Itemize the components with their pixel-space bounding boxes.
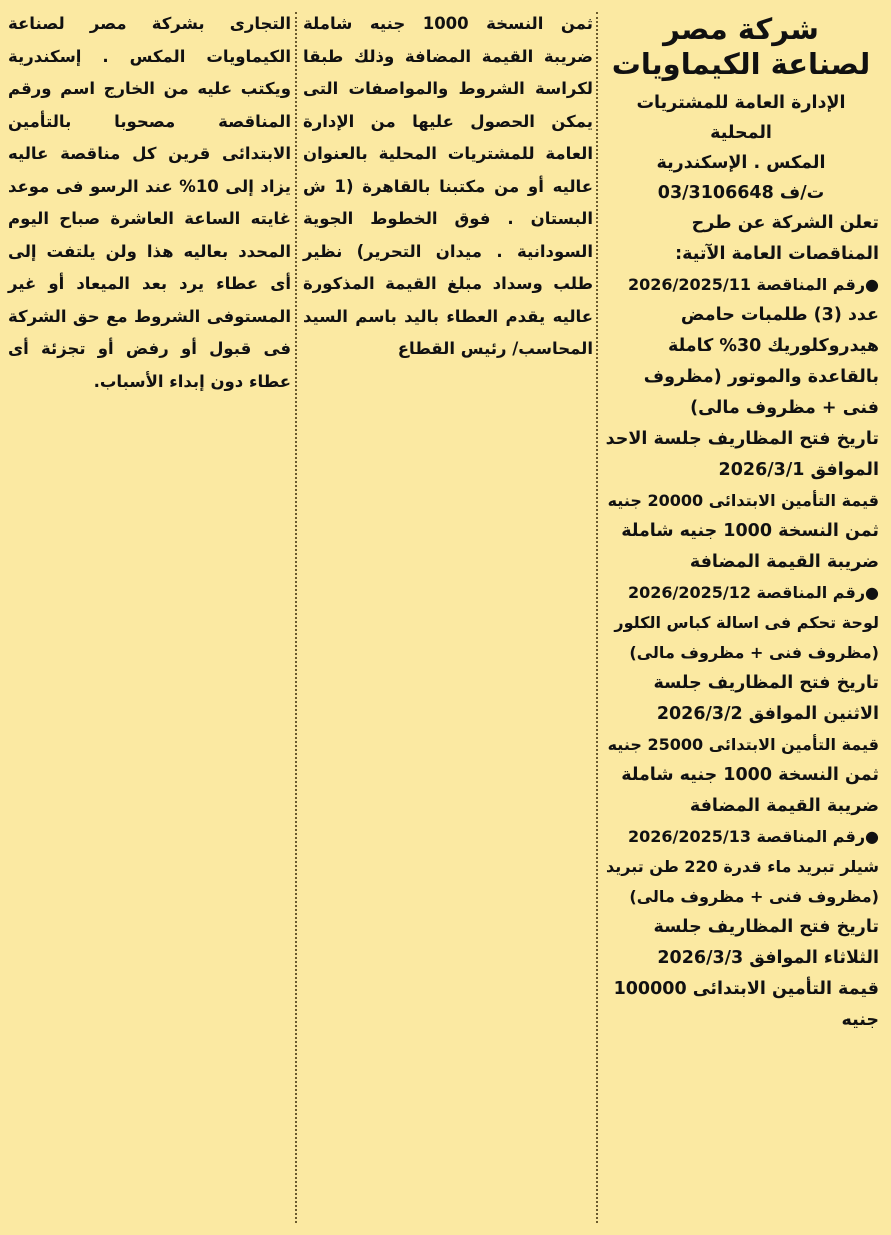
tender-3-description: شيلر تبريد ماء قدرة 220 طن تبريد (مظروف فنى + مظروف مالى): [605, 857, 879, 906]
tender-1-opening-date: تاريخ فتح المظاريف جلسة الاحد الموافق 2026/3/1: [605, 429, 879, 480]
phone: ت/ف 03/3106648: [657, 183, 825, 203]
column-left: [8, 8, 291, 1227]
tender-1-copy-price: ثمن النسخة 1000 جنيه شاملة ضريبة القيمة المضافة: [621, 521, 879, 572]
terms-text-left: التجارى بشركة مصر لصناعة الكيماويات المكس . إسكندرية ويكتب عليه من الخارج اسم ورقم المناقصة مصحوبا بالتأمين الابتدائى قرين كل مناقصة عاليه يزاد إلى 10% عند الرسو فى موعد غايته الساعة العاشرة صباح اليوم المحدد بعاليه هذا ولن يلتفت إلى أى عطاء يرد بعد الميعاد أو غير المستوفى الشروط مع حق الشركة فى قبول أو رفض أو تجزئة أى عطاء دون إبداء الأسباب.: [8, 14, 292, 391]
tender-1-insurance: قيمة التأمين الابتدائى 20000 جنيه: [607, 491, 879, 510]
company-name-line2: لصناعة الكيماويات: [611, 47, 871, 81]
column-divider: [596, 12, 598, 1223]
address: المكس . الإسكندرية: [656, 153, 826, 173]
department: الإدارة العامة للمشتريات المحلية: [636, 93, 846, 143]
column-right: [603, 8, 879, 1227]
tender-1-number: ● رقم المناقصة 2026/2025/11: [603, 270, 879, 300]
column-middle: [303, 8, 593, 1227]
tender-2-number: ● رقم المناقصة 2026/2025/12: [603, 578, 879, 608]
tender-3-insurance: قيمة التأمين الابتدائى 100000 جنيه: [613, 979, 879, 1030]
announcement: تعلن الشركة عن طرح المناقصات العامة الآتية:: [675, 213, 879, 264]
tender-2-copy-price: ثمن النسخة 1000 جنيه شاملة ضريبة القيمة المضافة: [621, 765, 879, 816]
tender-2-description: لوحة تحكم فى اسالة كباس الكلور (مظروف فنى + مظروف مالى): [614, 613, 879, 662]
tender-1-description: عدد (3) طلمبات حامض هيدروكلوريك 30% كاملة بالقاعدة والموتور (مظروف فنى + مظروف مالى): [643, 305, 879, 418]
tender-2-opening-date: تاريخ فتح المظاريف جلسة الاثنين الموافق 2026/3/2: [653, 673, 879, 724]
tender-3-opening-date: تاريخ فتح المظاريف جلسة الثلاثاء الموافق 2026/3/3: [653, 917, 879, 968]
company-name: [603, 12, 879, 82]
terms-text-middle: ثمن النسخة 1000 جنيه شاملة ضريبة القيمة المضافة وذلك طبقا لكراسة الشروط والمواصفات التى يمكن الحصول عليها من الإدارة العامة للمشتريات المحلية بالعنوان عاليه أو من مكتبنا بالقاهرة (1 ش البستان . فوق الخطوط الجوية السودانية . ميدان التحرير) نظير طلب وسداد مبلغ القيمة المذكورة عاليه يقدم العطاء باليد باسم السيد المحاسب/ رئيس القطاع: [303, 14, 594, 358]
column-divider: [295, 12, 297, 1223]
company-name-line1: شركة مصر: [663, 12, 819, 46]
tender-2-insurance: قيمة التأمين الابتدائى 25000 جنيه: [607, 735, 879, 754]
tender-3-number: ● رقم المناقصة 2026/2025/13: [603, 822, 879, 852]
